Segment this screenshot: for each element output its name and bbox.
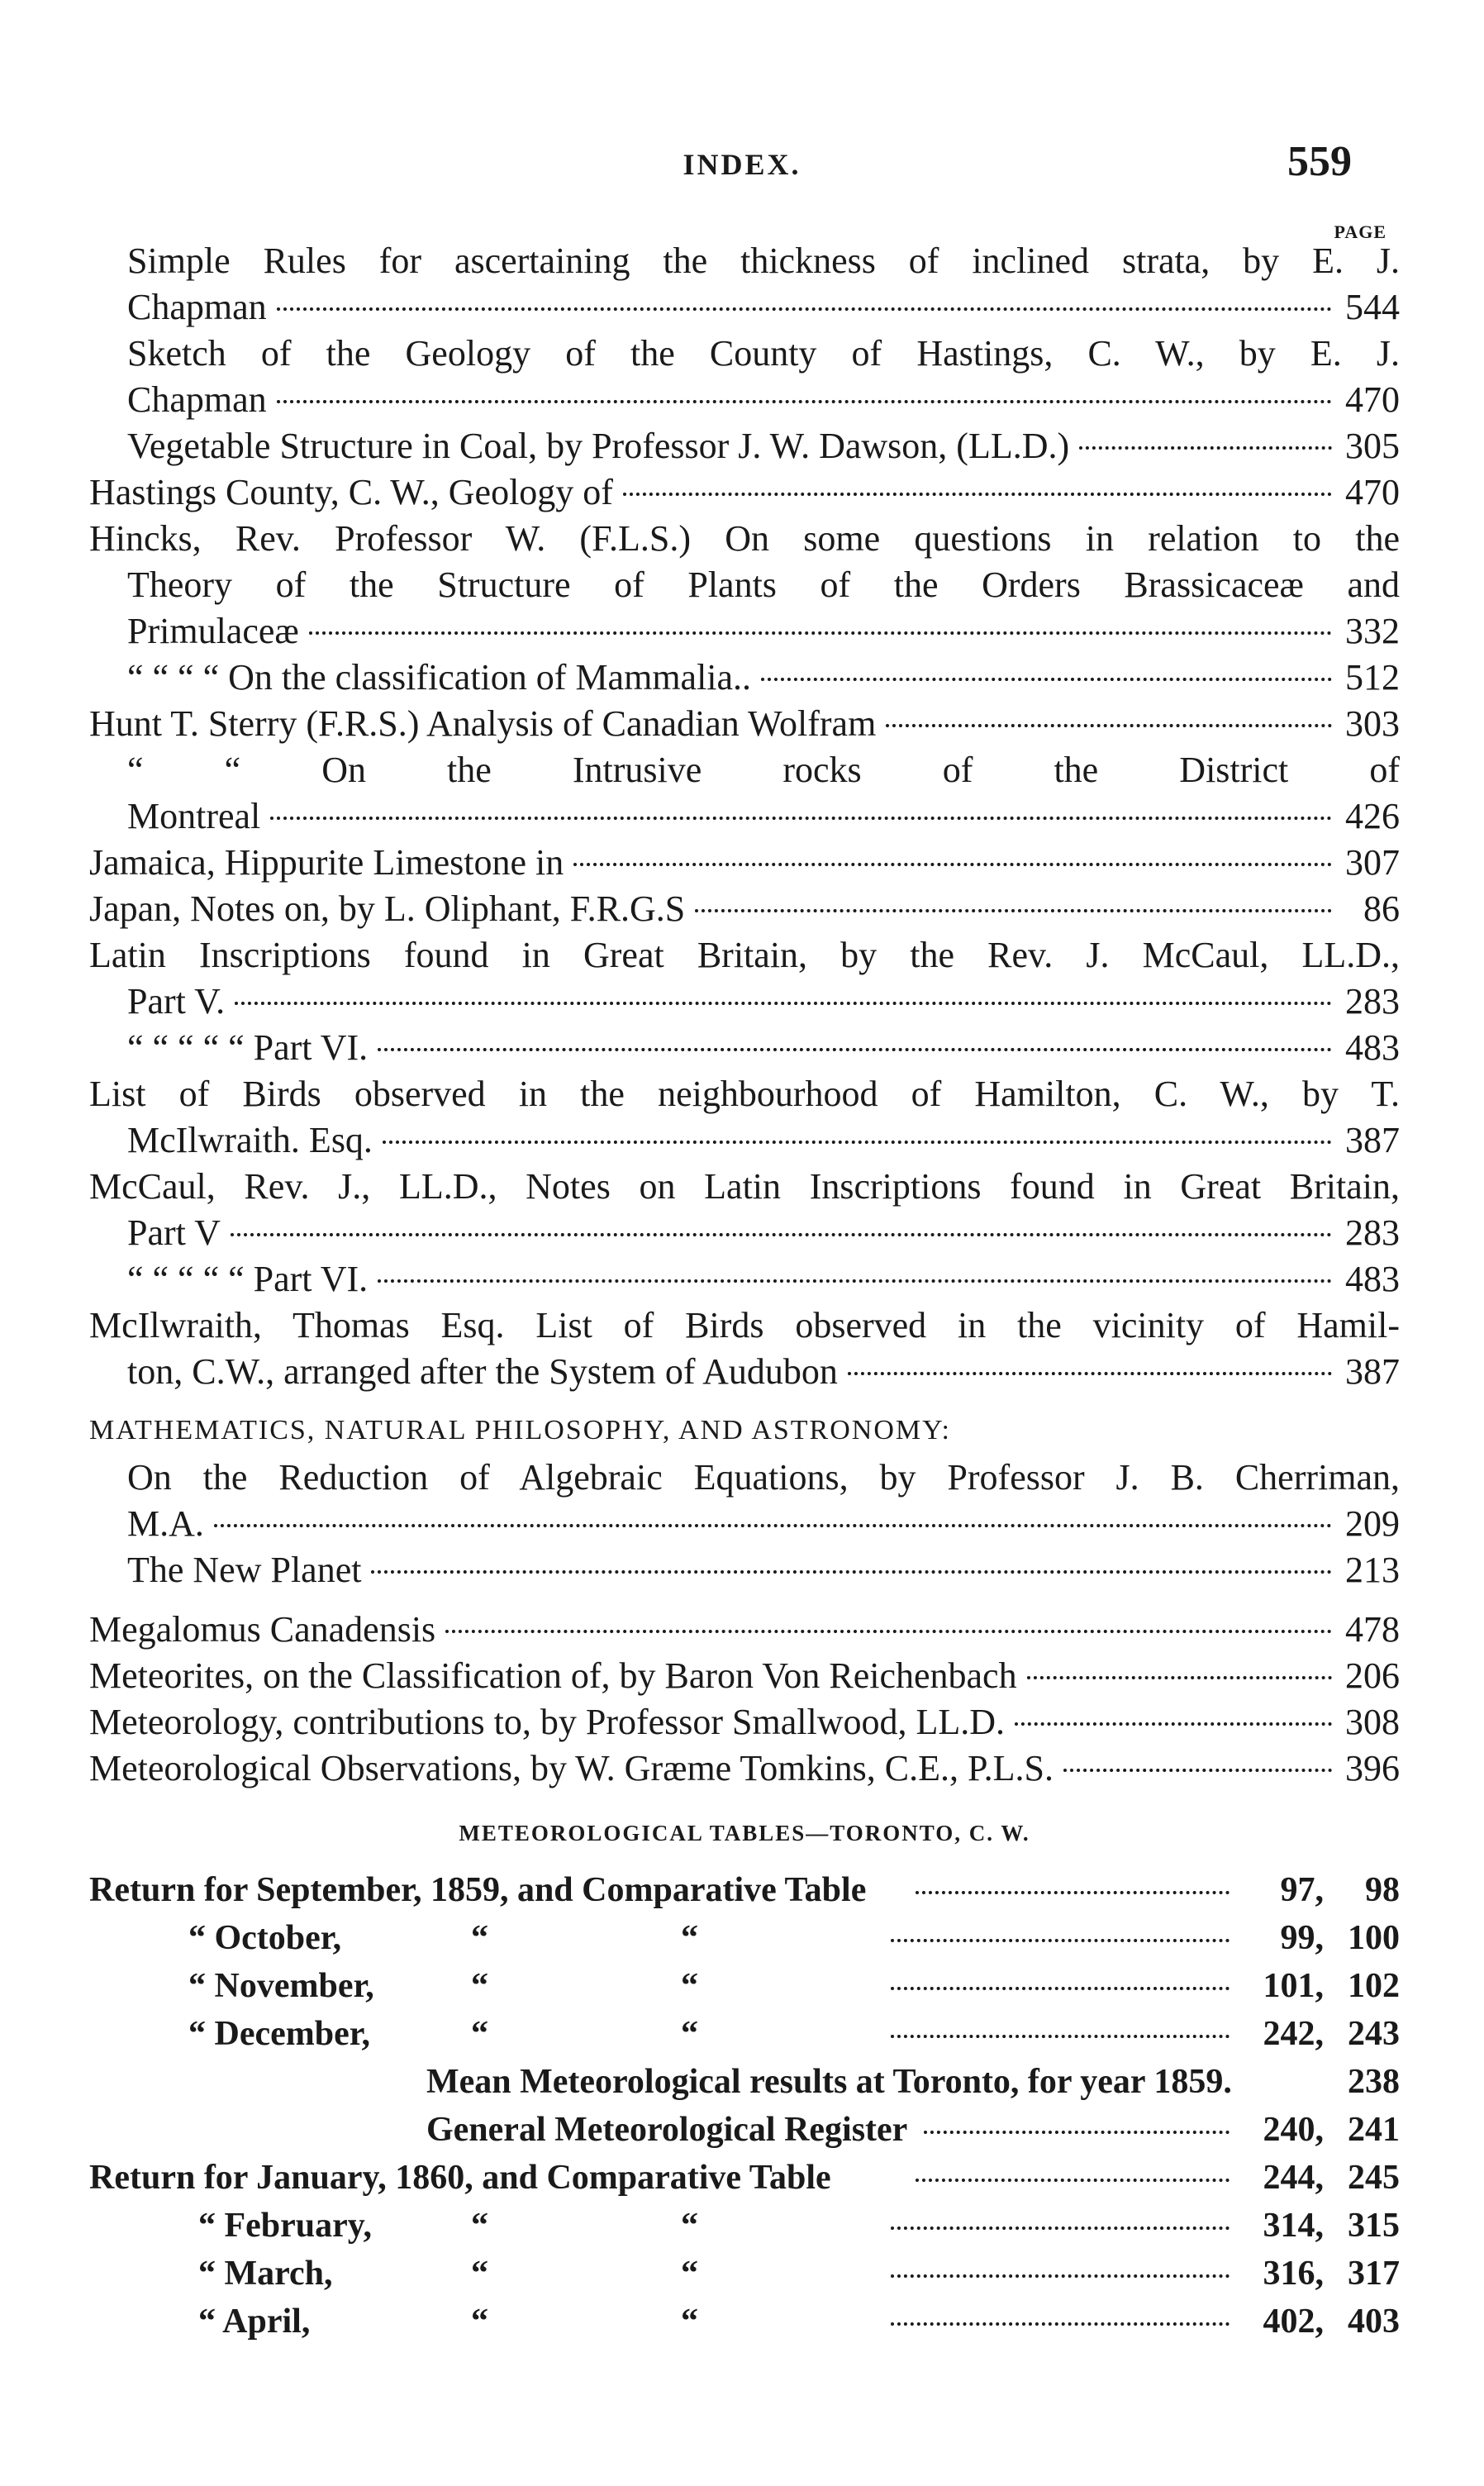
entry-line bbox=[89, 608, 1400, 655]
page-ref-1: 101, bbox=[1263, 1967, 1324, 2005]
index-entry bbox=[89, 655, 1400, 701]
page-ref: 213 bbox=[1345, 1550, 1400, 1590]
page-ref: 470 bbox=[1345, 472, 1400, 512]
page-ref: 209 bbox=[1345, 1503, 1400, 1544]
page-ref: 387 bbox=[1345, 1120, 1400, 1160]
entry-line bbox=[89, 979, 1400, 1025]
page-ref: 544 bbox=[1345, 287, 1400, 327]
entry-text: McIlwraith. Esq. bbox=[127, 1120, 373, 1160]
entry-line: Latin Inscriptions found in Great Britain, by the Rev. J. McCaul, LL.D., bbox=[89, 935, 1400, 975]
dot-leader bbox=[924, 2131, 1230, 2134]
page-ref-2: 102 bbox=[1348, 1967, 1400, 2005]
row-label: General Meteorological Register bbox=[426, 2111, 908, 2149]
entry-text: “ “ “ “ “ Part VI. bbox=[127, 1027, 369, 1068]
page-ref-2: 238 bbox=[1348, 2063, 1400, 2101]
entry-line: Sketch of the Geology of the County of Hastings, C. W., by E. J. bbox=[127, 333, 1400, 374]
dot-leader bbox=[573, 863, 1332, 866]
entry-line: On the Reduction of Algebraic Equations, by Professor J. B. Cherriman, bbox=[127, 1457, 1400, 1498]
entry-line bbox=[89, 701, 1400, 747]
row-label: “ February, bbox=[198, 2207, 372, 2245]
page-ref-2: 245 bbox=[1348, 2159, 1400, 2197]
index-entry bbox=[89, 1547, 1400, 1593]
table-row bbox=[89, 1914, 1400, 1962]
page-ref: 308 bbox=[1345, 1702, 1400, 1742]
entries-block-1 bbox=[89, 238, 1400, 1395]
dot-leader bbox=[1027, 1676, 1332, 1679]
entry-line bbox=[89, 1117, 1400, 1164]
entry-text: Hastings County, C. W., Geology of bbox=[89, 472, 613, 512]
index-entry bbox=[89, 1607, 1400, 1653]
entry-line bbox=[89, 1349, 1400, 1395]
entry-line bbox=[89, 1256, 1400, 1303]
index-entry bbox=[89, 1653, 1400, 1699]
ditto-mark: “ bbox=[471, 1919, 488, 1957]
page-ref-2: 243 bbox=[1348, 2015, 1400, 2053]
dot-leader bbox=[309, 631, 1332, 635]
entry-text: Jamaica, Hippurite Limestone in bbox=[89, 842, 564, 883]
row-label: Return for September, 1859, and Comparative Table bbox=[89, 1871, 867, 1909]
table-row bbox=[89, 2250, 1400, 2298]
page-ref: 206 bbox=[1345, 1655, 1400, 1696]
page-ref: 478 bbox=[1345, 1609, 1400, 1650]
entries-block-2 bbox=[89, 1607, 1400, 1792]
meteorological-table bbox=[89, 1866, 1400, 2346]
page-ref-1: 97, bbox=[1280, 1871, 1324, 1909]
page-ref-1: 244, bbox=[1263, 2159, 1324, 2197]
dot-leader bbox=[378, 1048, 1332, 1051]
entry-text: “ “ “ “ “ Part VI. bbox=[127, 1259, 369, 1299]
ditto-mark: “ bbox=[681, 1919, 698, 1957]
page-ref-1: 99, bbox=[1280, 1919, 1324, 1957]
index-entry bbox=[89, 1745, 1400, 1792]
page-ref-2: 317 bbox=[1348, 2255, 1400, 2293]
ditto-mark: “ bbox=[471, 2255, 488, 2293]
entry-line bbox=[89, 1547, 1400, 1593]
page-ref: 483 bbox=[1345, 1027, 1400, 1068]
page-ref: 396 bbox=[1345, 1748, 1400, 1788]
spacer bbox=[89, 1593, 1400, 1607]
index-entry bbox=[89, 423, 1400, 469]
table-row bbox=[89, 2010, 1400, 2058]
index-entry bbox=[89, 886, 1400, 932]
page-ref: 387 bbox=[1345, 1351, 1400, 1392]
dot-leader bbox=[1079, 446, 1332, 450]
dot-leader bbox=[891, 2035, 1230, 2038]
ditto-mark: “ bbox=[681, 1967, 698, 2005]
row-label: “ December, bbox=[188, 2015, 371, 2053]
entry-line bbox=[89, 793, 1400, 840]
entry-text: Meteorites, on the Classification of, by Baron Von Reichenbach bbox=[89, 1655, 1017, 1696]
ditto-mark: “ bbox=[681, 2015, 698, 2053]
subsection-title: METEOROLOGICAL TABLES—TORONTO, C. W. bbox=[459, 1821, 1030, 1845]
row-label: Mean Meteorological results at Toronto, for year 1859. bbox=[426, 2063, 1232, 2101]
entry-line bbox=[89, 1210, 1400, 1256]
page-title: INDEX. bbox=[683, 148, 801, 181]
index-entry bbox=[89, 1164, 1400, 1256]
index-entry bbox=[89, 1025, 1400, 1071]
page-ref-1: 314, bbox=[1263, 2207, 1324, 2245]
table-row bbox=[89, 2202, 1400, 2250]
table-row bbox=[89, 2106, 1400, 2154]
index-entry bbox=[89, 747, 1400, 840]
page-ref: 332 bbox=[1345, 611, 1400, 651]
index-entry bbox=[89, 1699, 1400, 1745]
entry-text: Part V. bbox=[127, 981, 226, 1022]
entry-line: Hincks, Rev. Professor W. (F.L.S.) On some questions in relation to the bbox=[89, 518, 1400, 559]
entry-line: Theory of the Structure of Plants of the Orders Brassicaceæ and bbox=[127, 564, 1400, 605]
dot-leader bbox=[916, 2179, 1230, 2182]
index-entry bbox=[89, 331, 1400, 423]
entry-line bbox=[89, 655, 1400, 701]
index-entry bbox=[89, 469, 1400, 516]
entry-line bbox=[89, 886, 1400, 932]
dot-leader bbox=[371, 1570, 1332, 1574]
dot-leader bbox=[270, 817, 1332, 820]
entry-text: Meteorology, contributions to, by Professor Smallwood, LL.D. bbox=[89, 1702, 1006, 1742]
dot-leader bbox=[916, 1891, 1230, 1894]
row-label: “ October, bbox=[188, 1919, 342, 1957]
entry-text: Montreal bbox=[127, 796, 261, 836]
table-row bbox=[89, 1962, 1400, 2010]
entry-text: Megalomus Canadensis bbox=[89, 1609, 436, 1650]
dot-leader bbox=[891, 2274, 1230, 2278]
entry-text: Primulaceæ bbox=[127, 611, 299, 651]
table-row bbox=[89, 2058, 1400, 2106]
ditto-mark: “ bbox=[471, 2015, 488, 2053]
entry-line: Simple Rules for ascertaining the thickness of inclined strata, by E. J. bbox=[127, 241, 1400, 281]
page-ref-2: 100 bbox=[1348, 1919, 1400, 1957]
dot-leader bbox=[891, 2322, 1230, 2326]
page-number: 559 bbox=[1287, 138, 1352, 185]
entry-text: Meteorological Observations, by W. Græme Tomkins, C.E., P.L.S. bbox=[89, 1748, 1054, 1788]
entry-line: McCaul, Rev. J., LL.D., Notes on Latin Inscriptions found in Great Britain, bbox=[89, 1166, 1400, 1207]
entry-text: M.A. bbox=[127, 1503, 204, 1544]
entry-line bbox=[89, 1607, 1400, 1653]
page-ref-2: 403 bbox=[1348, 2303, 1400, 2341]
index-entry bbox=[89, 238, 1400, 331]
page-ref: 470 bbox=[1345, 379, 1400, 420]
page-ref-1: 242, bbox=[1263, 2015, 1324, 2053]
page-ref-2: 315 bbox=[1348, 2207, 1400, 2245]
entry-text: The New Planet bbox=[127, 1550, 362, 1590]
dot-leader bbox=[383, 1141, 1332, 1144]
dot-leader bbox=[214, 1524, 1332, 1527]
dot-leader bbox=[891, 2226, 1230, 2230]
ditto-mark: “ bbox=[471, 2207, 488, 2245]
entry-text: Vegetable Structure in Coal, by Professor J. W. Dawson, (LL.D.) bbox=[127, 426, 1070, 466]
entry-line bbox=[89, 377, 1400, 423]
entry-line bbox=[89, 423, 1400, 469]
index-entry bbox=[89, 1455, 1400, 1547]
dot-leader bbox=[1015, 1722, 1332, 1726]
dot-leader bbox=[848, 1372, 1332, 1375]
table-row bbox=[89, 2298, 1400, 2346]
page-ref: 86 bbox=[1363, 888, 1400, 929]
entry-text: “ “ “ “ On the classification of Mammalia.. bbox=[127, 657, 752, 698]
entry-text: Japan, Notes on, by L. Oliphant, F.R.G.S bbox=[89, 888, 686, 929]
table-row bbox=[89, 2154, 1400, 2202]
page-ref-2: 98 bbox=[1365, 1871, 1400, 1909]
page-ref-1: 402, bbox=[1263, 2303, 1324, 2341]
entry-line: List of Birds observed in the neighbourhood of Hamilton, C. W., by T. bbox=[89, 1074, 1400, 1114]
dot-leader bbox=[445, 1630, 1332, 1633]
ditto-mark: “ bbox=[681, 2303, 698, 2341]
entry-line: “ “ On the Intrusive rocks of the District of bbox=[127, 750, 1400, 790]
dot-leader bbox=[378, 1279, 1332, 1283]
ditto-mark: “ bbox=[681, 2255, 698, 2293]
dot-leader bbox=[891, 1987, 1230, 1990]
entry-line bbox=[89, 1025, 1400, 1071]
ditto-mark: “ bbox=[681, 2207, 698, 2245]
page-ref: 303 bbox=[1345, 703, 1400, 744]
index-entry bbox=[89, 1071, 1400, 1164]
page-ref: 305 bbox=[1345, 426, 1400, 466]
page-ref-1: 240, bbox=[1263, 2111, 1324, 2149]
entry-line bbox=[89, 1745, 1400, 1792]
table-row bbox=[89, 1866, 1400, 1914]
entry-text: Chapman bbox=[127, 379, 267, 420]
entry-text: ton, C.W., arranged after the System of Audubon bbox=[127, 1351, 838, 1392]
entry-line bbox=[89, 840, 1400, 886]
index-entry bbox=[89, 1256, 1400, 1303]
page-ref: 307 bbox=[1345, 842, 1400, 883]
dot-leader bbox=[761, 678, 1332, 681]
row-label: “ November, bbox=[188, 1967, 374, 2005]
dot-leader bbox=[231, 1233, 1332, 1236]
section-entries bbox=[89, 1455, 1400, 1593]
entry-line bbox=[89, 469, 1400, 516]
dot-leader bbox=[623, 493, 1332, 496]
dot-leader bbox=[1063, 1769, 1332, 1772]
row-label: “ March, bbox=[198, 2255, 333, 2293]
row-label: “ April, bbox=[198, 2303, 311, 2341]
entry-line bbox=[89, 284, 1400, 331]
dot-leader bbox=[277, 307, 1332, 311]
index-entry bbox=[89, 932, 1400, 1025]
entry-text: Chapman bbox=[127, 287, 267, 327]
page-ref: 426 bbox=[1345, 796, 1400, 836]
entry-text: Part V bbox=[127, 1212, 221, 1253]
page-ref: 483 bbox=[1345, 1259, 1400, 1299]
section-heading: MATHEMATICS, NATURAL PHILOSOPHY, AND ASTRONOMY: bbox=[89, 1415, 951, 1445]
entry-line bbox=[89, 1699, 1400, 1745]
index-entry bbox=[89, 1303, 1400, 1395]
entry-line bbox=[89, 1653, 1400, 1699]
index-entry bbox=[89, 516, 1400, 655]
entry-text: Hunt T. Sterry (F.R.S.) Analysis of Canadian Wolfram bbox=[89, 703, 877, 744]
page-column-label: PAGE bbox=[1334, 221, 1386, 242]
dot-leader bbox=[891, 1939, 1230, 1942]
index-entries bbox=[89, 238, 1400, 2346]
page-ref: 512 bbox=[1345, 657, 1400, 698]
page-ref-2: 241 bbox=[1348, 2111, 1400, 2149]
page-ref: 283 bbox=[1345, 1212, 1400, 1253]
page-ref: 283 bbox=[1345, 981, 1400, 1022]
row-label: Return for January, 1860, and Comparative Table bbox=[89, 2159, 831, 2197]
entry-line bbox=[89, 1501, 1400, 1547]
ditto-mark: “ bbox=[471, 1967, 488, 2005]
dot-leader bbox=[695, 909, 1332, 912]
entry-line: McIlwraith, Thomas Esq. List of Birds observed in the vicinity of Hamil- bbox=[89, 1305, 1400, 1345]
dot-leader bbox=[886, 724, 1332, 727]
index-entry bbox=[89, 701, 1400, 747]
dot-leader bbox=[277, 400, 1332, 403]
ditto-mark: “ bbox=[471, 2303, 488, 2341]
index-entry bbox=[89, 840, 1400, 886]
page-ref-1: 316, bbox=[1263, 2255, 1324, 2293]
dot-leader bbox=[235, 1002, 1332, 1005]
